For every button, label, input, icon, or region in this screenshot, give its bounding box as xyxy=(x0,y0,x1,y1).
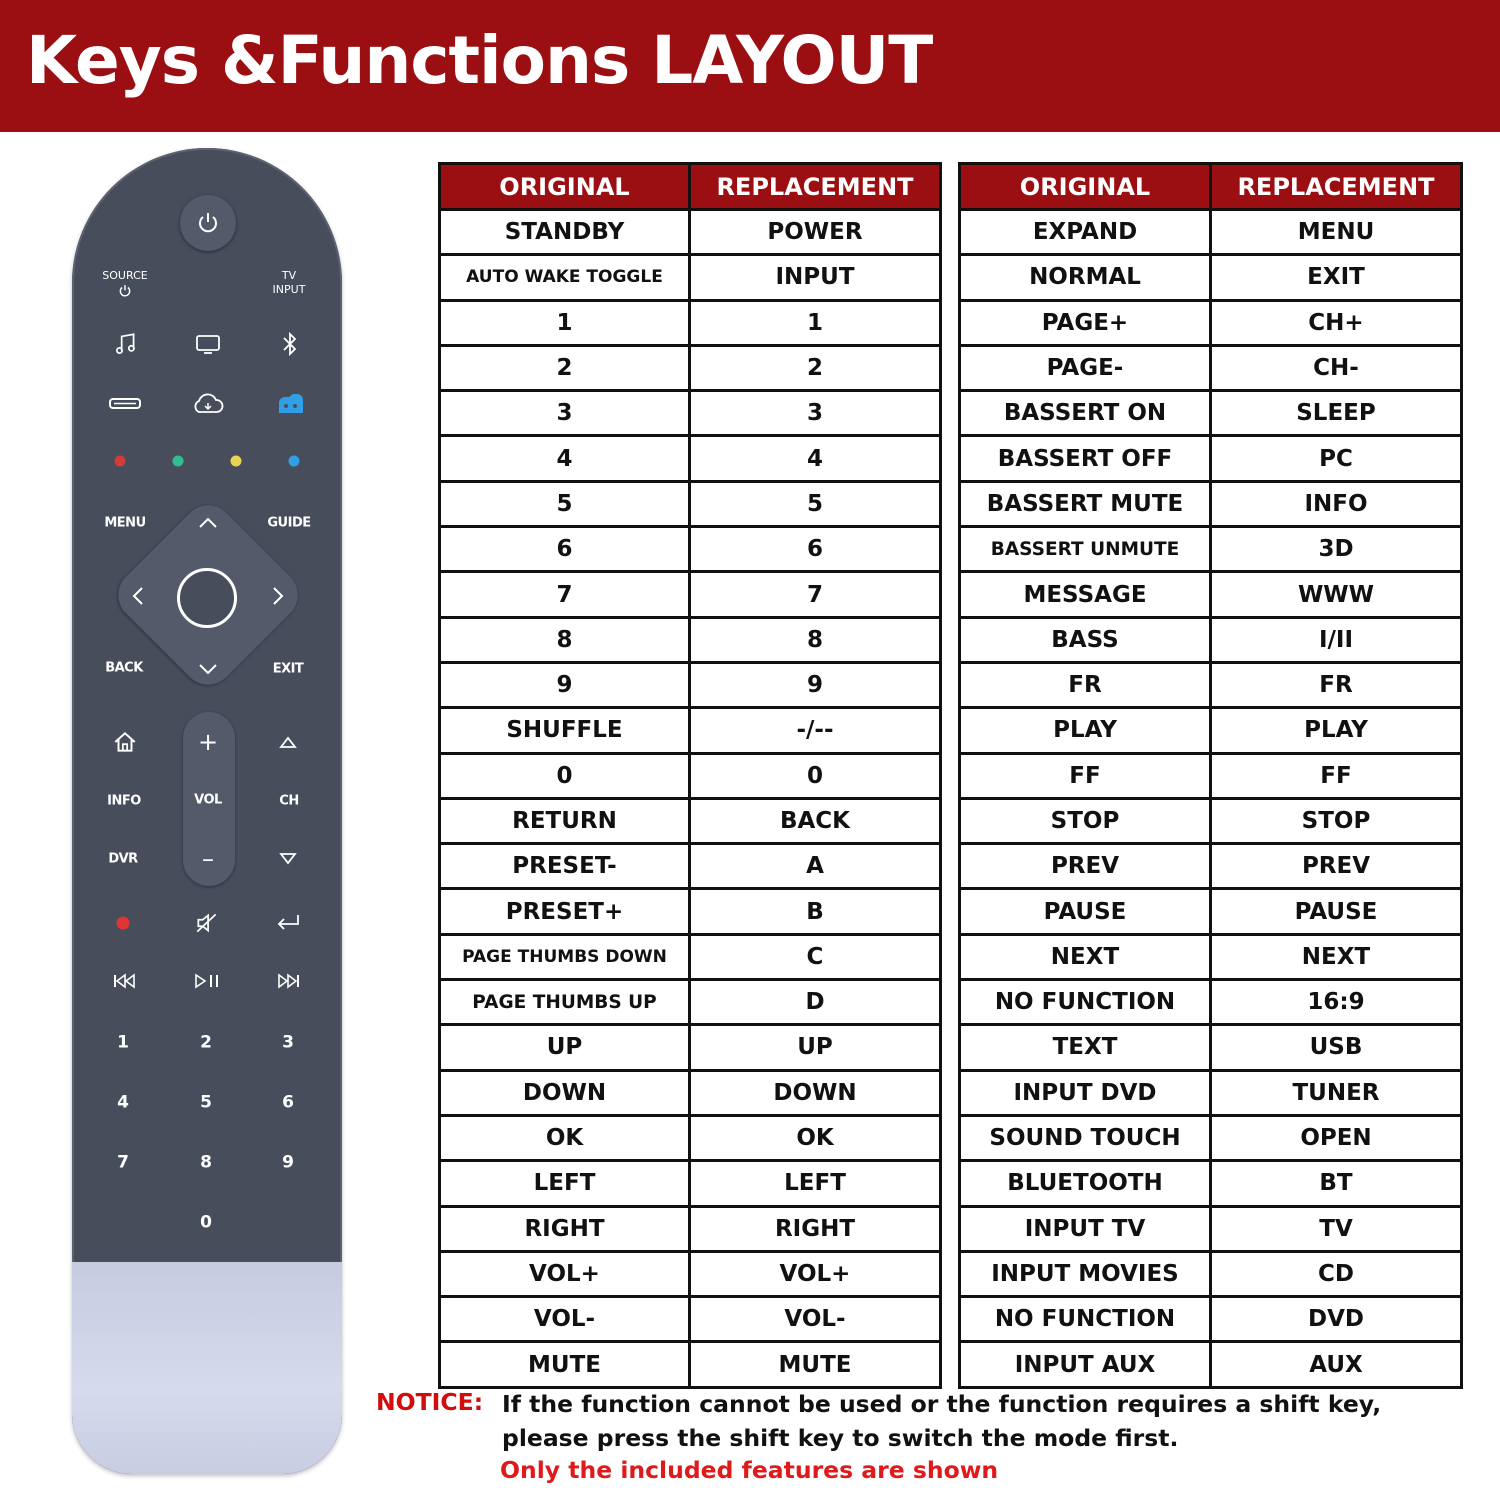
vol-minus-label: – xyxy=(202,845,214,873)
table-row xyxy=(960,708,1462,753)
cloud-icon xyxy=(190,392,226,416)
replacement-key-cell: CH+ xyxy=(1211,300,1462,345)
remote-back-label: BACK xyxy=(105,660,143,676)
table-row xyxy=(440,798,941,843)
remote-source-label: SOURCE xyxy=(102,269,148,282)
replacement-key-cell: SLEEP xyxy=(1211,391,1462,436)
original-key-cell: 3 xyxy=(440,391,690,436)
original-key-cell: BLUETOOTH xyxy=(960,1161,1211,1206)
table-row xyxy=(960,617,1462,662)
tv-icon xyxy=(194,331,222,357)
table-row xyxy=(440,391,941,436)
replacement-key-cell: EXIT xyxy=(1211,255,1462,300)
replacement-key-cell: I/II xyxy=(1211,617,1462,662)
replacement-key-cell: CD xyxy=(1211,1251,1462,1296)
table-row xyxy=(440,889,941,934)
table-row xyxy=(960,1297,1462,1342)
table-row xyxy=(960,1115,1462,1160)
remote-ch-label: CH xyxy=(279,793,299,809)
input-bar-icon xyxy=(108,395,142,413)
table-row xyxy=(440,1297,941,1342)
replacement-key-cell: 5 xyxy=(690,481,941,526)
original-key-cell: VOL- xyxy=(440,1297,690,1342)
replacement-key-cell: D xyxy=(690,980,941,1025)
table-row xyxy=(440,708,941,753)
replacement-key-cell: OK xyxy=(690,1115,941,1160)
notice-line-3: Only the included features are shown xyxy=(500,1456,999,1484)
ch-up-icon xyxy=(279,735,297,749)
original-key-cell: NORMAL xyxy=(960,255,1211,300)
notice-label: NOTICE: xyxy=(376,1388,484,1416)
replacement-key-cell: C xyxy=(690,934,941,979)
table-row xyxy=(960,436,1462,481)
replacement-key-cell: PREV xyxy=(1211,844,1462,889)
ch-down-icon xyxy=(279,852,297,866)
replacement-key-cell: STOP xyxy=(1211,798,1462,843)
replacement-key-cell: INPUT xyxy=(690,255,941,300)
original-key-cell: FF xyxy=(960,753,1211,798)
original-key-cell: STANDBY xyxy=(440,210,690,255)
replacement-key-cell: DOWN xyxy=(690,1070,941,1115)
record-button xyxy=(117,917,130,930)
remote-exit-label: EXIT xyxy=(272,661,304,677)
replacement-key-cell: PC xyxy=(1211,436,1462,481)
original-key-cell: PAGE- xyxy=(960,345,1211,390)
replacement-key-cell: 1 xyxy=(690,300,941,345)
replacement-key-cell: 8 xyxy=(690,617,941,662)
original-key-cell: 9 xyxy=(440,662,690,707)
table-row xyxy=(440,1115,941,1160)
original-key-cell: 7 xyxy=(440,572,690,617)
key-mapping-table-right xyxy=(958,162,1463,1389)
replacement-key-cell: 0 xyxy=(690,753,941,798)
remote-info-label: INFO xyxy=(107,793,141,809)
replacement-key-cell: 16:9 xyxy=(1211,980,1462,1025)
replacement-key-cell: B xyxy=(690,889,941,934)
original-key-cell: PREV xyxy=(960,844,1211,889)
original-key-cell: BASSERT ON xyxy=(960,391,1211,436)
play-pause-icon xyxy=(192,972,222,990)
original-key-cell: OK xyxy=(440,1115,690,1160)
original-key-cell: PRESET+ xyxy=(440,889,690,934)
original-key-cell: 5 xyxy=(440,481,690,526)
table-row xyxy=(440,662,941,707)
remote-vol-label: VOL xyxy=(194,792,222,808)
original-key-cell: 1 xyxy=(440,300,690,345)
table-row xyxy=(960,1070,1462,1115)
replacement-key-cell: BACK xyxy=(690,798,941,843)
remote-tv-input-label: TV INPUT xyxy=(272,269,306,296)
table-row xyxy=(440,572,941,617)
table-row xyxy=(960,1206,1462,1251)
table-row xyxy=(440,934,941,979)
table-row xyxy=(960,391,1462,436)
remote-key-3: 3 xyxy=(282,1032,294,1053)
original-key-cell: MESSAGE xyxy=(960,572,1211,617)
original-key-cell: BASSERT UNMUTE xyxy=(960,527,1211,572)
table-row xyxy=(440,210,941,255)
table-row xyxy=(960,1251,1462,1296)
replacement-key-cell: 2 xyxy=(690,345,941,390)
replacement-key-cell: 3 xyxy=(690,391,941,436)
replacement-key-cell: POWER xyxy=(690,210,941,255)
remote-key-7: 7 xyxy=(117,1152,129,1173)
original-key-cell: BASSERT MUTE xyxy=(960,481,1211,526)
table-row xyxy=(960,980,1462,1025)
replacement-key-cell: TUNER xyxy=(1211,1070,1462,1115)
original-key-cell: NO FUNCTION xyxy=(960,1297,1211,1342)
remote-key-1: 1 xyxy=(117,1032,129,1053)
key-mapping-table-left xyxy=(438,162,942,1389)
header-original: ORIGINAL xyxy=(960,164,1211,210)
original-key-cell: 4 xyxy=(440,436,690,481)
page-title: Keys &Functions LAYOUT xyxy=(26,22,933,99)
title-banner xyxy=(0,0,1500,132)
power-icon xyxy=(196,211,220,235)
original-key-cell: RETURN xyxy=(440,798,690,843)
remote-menu-label: MENU xyxy=(104,515,146,531)
replacement-key-cell: MENU xyxy=(1211,210,1462,255)
remote-key-9: 9 xyxy=(282,1152,294,1173)
replacement-key-cell: 9 xyxy=(690,662,941,707)
original-key-cell: LEFT xyxy=(440,1161,690,1206)
yellow-color-button xyxy=(231,456,242,467)
original-key-cell: BASSERT OFF xyxy=(960,436,1211,481)
table-row xyxy=(960,753,1462,798)
original-key-cell: PLAY xyxy=(960,708,1211,753)
replacement-key-cell: RIGHT xyxy=(690,1206,941,1251)
red-color-button xyxy=(115,456,126,467)
table-row xyxy=(440,1342,941,1387)
remote-dvr-label: DVR xyxy=(108,851,138,867)
table-row xyxy=(960,481,1462,526)
ok-button xyxy=(177,568,237,628)
replacement-key-cell: PAUSE xyxy=(1211,889,1462,934)
fast-forward-icon xyxy=(275,972,301,990)
table-row xyxy=(960,889,1462,934)
header-replacement: REPLACEMENT xyxy=(1211,164,1462,210)
notice-line-2: please press the shift key to switch the mode first. xyxy=(502,1424,1179,1452)
table-row xyxy=(960,1161,1462,1206)
bluetooth-icon xyxy=(278,330,302,358)
original-key-cell: INPUT MOVIES xyxy=(960,1251,1211,1296)
dpad-up-icon xyxy=(197,516,219,530)
table-row xyxy=(440,753,941,798)
remote-key-2: 2 xyxy=(200,1032,212,1053)
green-color-button xyxy=(173,456,184,467)
header-original: ORIGINAL xyxy=(440,164,690,210)
replacement-key-cell: WWW xyxy=(1211,572,1462,617)
game-icon xyxy=(275,391,307,417)
replacement-key-cell: 6 xyxy=(690,527,941,572)
blue-color-button xyxy=(289,456,300,467)
table-row xyxy=(960,1342,1462,1387)
replacement-key-cell: LEFT xyxy=(690,1161,941,1206)
replacement-key-cell: 7 xyxy=(690,572,941,617)
original-key-cell: 6 xyxy=(440,527,690,572)
dpad-left-icon xyxy=(131,585,145,607)
remote-control-image xyxy=(72,148,342,1474)
replacement-key-cell: VOL- xyxy=(690,1297,941,1342)
original-key-cell: FR xyxy=(960,662,1211,707)
replacement-key-cell: OPEN xyxy=(1211,1115,1462,1160)
home-icon xyxy=(112,729,138,755)
notice-line-1: If the function cannot be used or the function requires a shift key, xyxy=(502,1390,1382,1418)
music-note-icon xyxy=(113,331,139,357)
original-key-cell: UP xyxy=(440,1025,690,1070)
dpad-down-icon xyxy=(197,662,219,676)
table-row xyxy=(440,1070,941,1115)
replacement-key-cell: VOL+ xyxy=(690,1251,941,1296)
table-row xyxy=(440,1251,941,1296)
table-row xyxy=(440,345,941,390)
rewind-icon xyxy=(112,972,138,990)
original-key-cell: PAGE THUMBS UP xyxy=(440,980,690,1025)
original-key-cell: STOP xyxy=(960,798,1211,843)
original-key-cell: PAGE THUMBS DOWN xyxy=(440,934,690,979)
table-row xyxy=(960,1025,1462,1070)
table-row xyxy=(960,210,1462,255)
table-row xyxy=(440,255,941,300)
original-key-cell: PRESET- xyxy=(440,844,690,889)
table-row xyxy=(440,1025,941,1070)
table-row xyxy=(440,980,941,1025)
original-key-cell: INPUT DVD xyxy=(960,1070,1211,1115)
mute-icon xyxy=(194,910,220,936)
table-row xyxy=(440,617,941,662)
replacement-key-cell: 3D xyxy=(1211,527,1462,572)
original-key-cell: TEXT xyxy=(960,1025,1211,1070)
replacement-key-cell: 4 xyxy=(690,436,941,481)
table-row xyxy=(960,934,1462,979)
original-key-cell: PAUSE xyxy=(960,889,1211,934)
remote-bottom-tip xyxy=(72,1262,342,1474)
replacement-key-cell: -/-- xyxy=(690,708,941,753)
replacement-key-cell: A xyxy=(690,844,941,889)
original-key-cell: RIGHT xyxy=(440,1206,690,1251)
original-key-cell: SHUFFLE xyxy=(440,708,690,753)
original-key-cell: NEXT xyxy=(960,934,1211,979)
table-header-row xyxy=(440,164,941,210)
table-row xyxy=(440,300,941,345)
replacement-key-cell: USB xyxy=(1211,1025,1462,1070)
replacement-key-cell: BT xyxy=(1211,1161,1462,1206)
original-key-cell: EXPAND xyxy=(960,210,1211,255)
replacement-key-cell: TV xyxy=(1211,1206,1462,1251)
remote-key-6: 6 xyxy=(282,1092,294,1113)
table-row xyxy=(960,572,1462,617)
replacement-key-cell: FR xyxy=(1211,662,1462,707)
table-row xyxy=(440,436,941,481)
remote-guide-label: GUIDE xyxy=(267,515,311,531)
replacement-key-cell: PLAY xyxy=(1211,708,1462,753)
table-row xyxy=(960,255,1462,300)
original-key-cell: 8 xyxy=(440,617,690,662)
replacement-key-cell: INFO xyxy=(1211,481,1462,526)
return-icon xyxy=(274,911,302,933)
original-key-cell: NO FUNCTION xyxy=(960,980,1211,1025)
remote-key-5: 5 xyxy=(200,1092,212,1113)
original-key-cell: INPUT AUX xyxy=(960,1342,1211,1387)
original-key-cell: VOL+ xyxy=(440,1251,690,1296)
original-key-cell: AUTO WAKE TOGGLE xyxy=(440,255,690,300)
table-row xyxy=(960,527,1462,572)
replacement-key-cell: DVD xyxy=(1211,1297,1462,1342)
replacement-key-cell: CH- xyxy=(1211,345,1462,390)
remote-key-0: 0 xyxy=(200,1212,212,1233)
original-key-cell: DOWN xyxy=(440,1070,690,1115)
table-row xyxy=(440,1161,941,1206)
table-row xyxy=(440,844,941,889)
remote-key-4: 4 xyxy=(117,1092,129,1113)
table-row xyxy=(960,844,1462,889)
replacement-key-cell: FF xyxy=(1211,753,1462,798)
remote-key-8: 8 xyxy=(200,1152,212,1173)
dpad-right-icon xyxy=(271,585,285,607)
table-header-row xyxy=(960,164,1462,210)
replacement-key-cell: AUX xyxy=(1211,1342,1462,1387)
source-power-icon xyxy=(118,284,132,298)
table-row xyxy=(440,527,941,572)
original-key-cell: 2 xyxy=(440,345,690,390)
original-key-cell: MUTE xyxy=(440,1342,690,1387)
original-key-cell: SOUND TOUCH xyxy=(960,1115,1211,1160)
table-row xyxy=(960,300,1462,345)
table-row xyxy=(960,798,1462,843)
vol-plus-label: + xyxy=(197,728,219,756)
original-key-cell: INPUT TV xyxy=(960,1206,1211,1251)
original-key-cell: BASS xyxy=(960,617,1211,662)
table-row xyxy=(440,1206,941,1251)
replacement-key-cell: MUTE xyxy=(690,1342,941,1387)
original-key-cell: PAGE+ xyxy=(960,300,1211,345)
replacement-key-cell: UP xyxy=(690,1025,941,1070)
table-row xyxy=(960,345,1462,390)
table-row xyxy=(440,481,941,526)
original-key-cell: 0 xyxy=(440,753,690,798)
replacement-key-cell: NEXT xyxy=(1211,934,1462,979)
header-replacement: REPLACEMENT xyxy=(690,164,941,210)
table-row xyxy=(960,662,1462,707)
